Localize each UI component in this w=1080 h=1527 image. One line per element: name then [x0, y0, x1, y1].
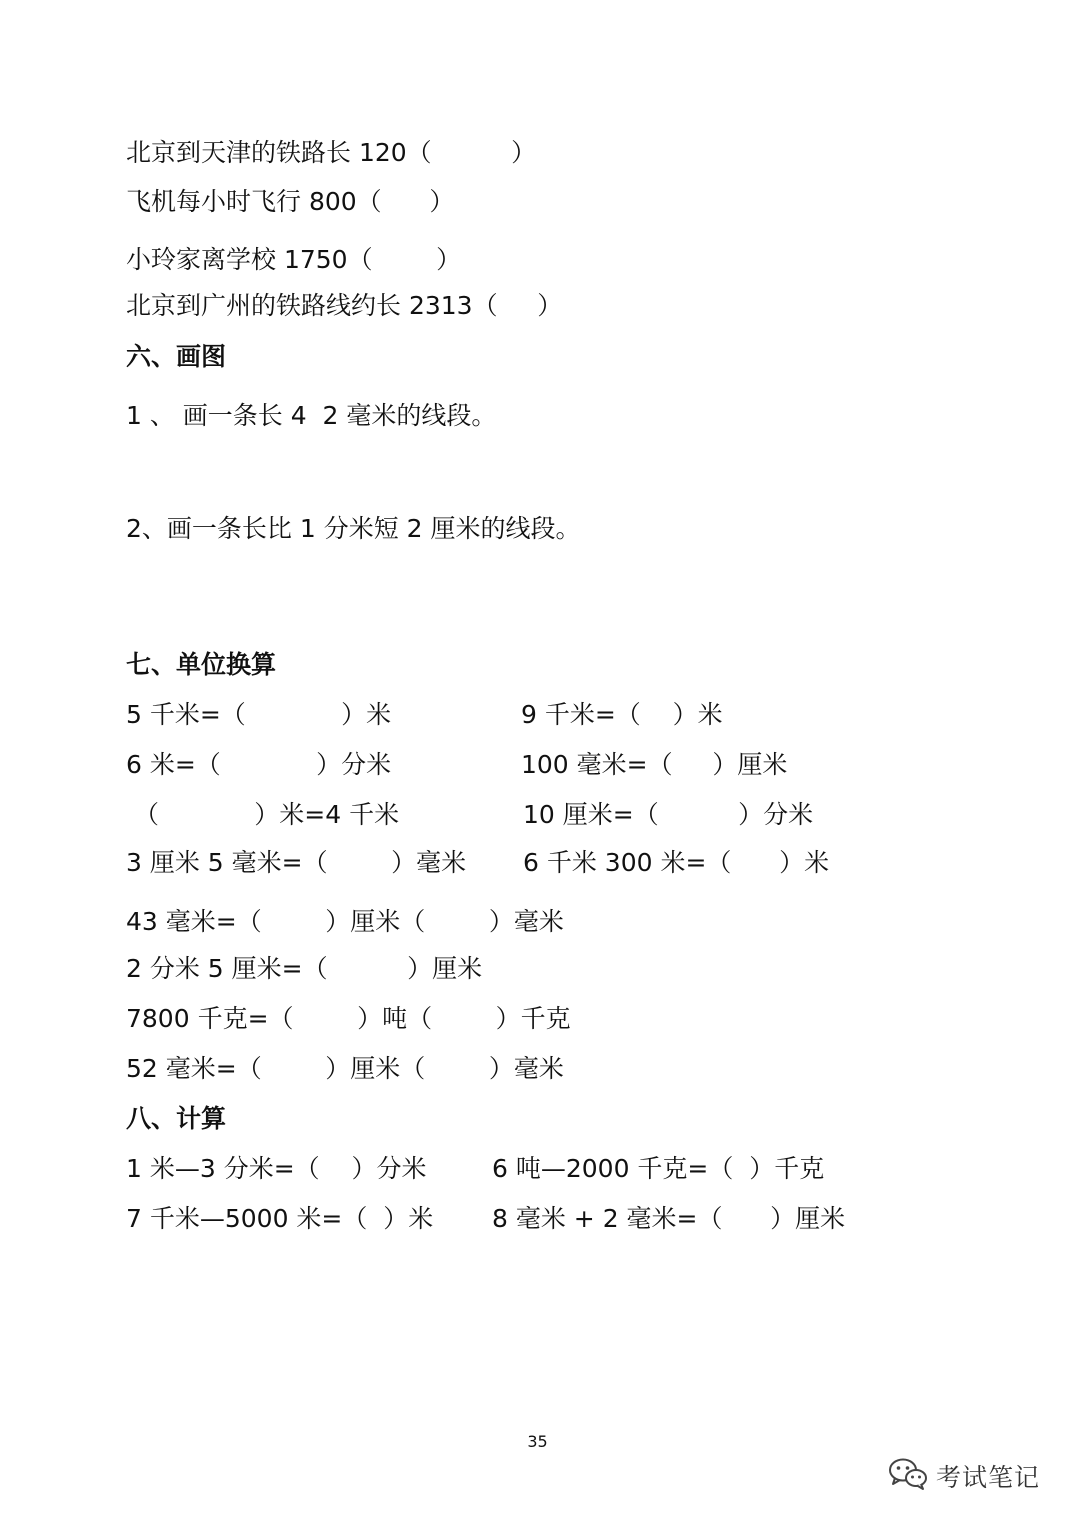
question-line: 北京到广州的铁路线约长 2313（ ） [126, 291, 563, 320]
conversion-item: 6 千米 300 米=（ ）米 [523, 848, 830, 877]
watermark [888, 1456, 1040, 1496]
page-number: 35 [527, 1432, 548, 1451]
conversion-item: 52 毫米=（ ）厘米（ ）毫米 [126, 1054, 564, 1083]
calculation-item: 1 米—3 分米=（ ）分米 [126, 1154, 427, 1183]
conversion-item: 6 米=（ ）分米 [126, 750, 392, 779]
conversion-item: 100 毫米=（ ）厘米 [521, 750, 788, 779]
conversion-item: 2 分米 5 厘米=（ ）厘米 [126, 954, 483, 983]
conversion-item: 5 千米=（ ）米 [126, 700, 392, 729]
question-line: 1 、 画一条长 4 2 毫米的线段。 [126, 401, 497, 430]
question-line: 2、画一条长比 1 分米短 2 厘米的线段。 [126, 514, 581, 543]
question-line: 北京到天津的铁路长 120（ ） [126, 138, 537, 167]
question-line: 小玲家离学校 1750（ ） [126, 245, 462, 274]
conversion-item: 10 厘米=（ ）分米 [523, 800, 814, 829]
conversion-item: （ ）米=4 千米 [126, 800, 400, 829]
watermark-label: 考试笔记 [936, 1463, 1041, 1492]
conversion-item: 43 毫米=（ ）厘米（ ）毫米 [126, 907, 564, 936]
wechat-icon [888, 1457, 928, 1495]
conversion-item: 9 千米=（ ）米 [521, 700, 723, 729]
question-line: 飞机每小时飞行 800（ ） [126, 187, 455, 216]
calculation-item: 7 千米—5000 米=（ ）米 [126, 1204, 434, 1233]
calculation-item: 8 毫米 + 2 毫米=（ ）厘米 [492, 1204, 846, 1233]
section-heading: 七、单位换算 [126, 650, 277, 679]
calculation-item: 6 吨—2000 千克=（ ）千克 [492, 1154, 825, 1183]
conversion-item: 7800 千克=（ ）吨（ ）千克 [126, 1004, 571, 1033]
section-heading: 六、画图 [126, 342, 227, 371]
conversion-item: 3 厘米 5 毫米=（ ）毫米 [126, 848, 467, 877]
section-heading: 八、计算 [126, 1104, 227, 1133]
